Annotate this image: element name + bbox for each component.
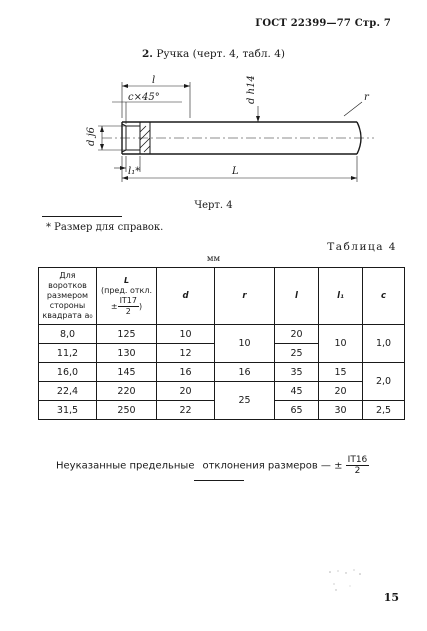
section-title: Ручка (черт. 4, табл. 4) <box>156 48 285 60</box>
table-row <box>39 363 405 382</box>
cell-L: 125 <box>97 325 157 344</box>
header-d: d <box>157 268 215 325</box>
table-row <box>39 382 405 401</box>
table-label: Таблица 4 <box>327 241 397 253</box>
svg-text:d j6: d j6 <box>86 126 97 146</box>
cell-l: 35 <box>275 363 319 382</box>
svg-text:L: L <box>232 166 239 177</box>
cell-a0: 31,5 <box>39 401 97 420</box>
cell-d: 22 <box>157 401 215 420</box>
cell-l: 45 <box>275 382 319 401</box>
cell-l1: 30 <box>319 401 363 420</box>
cell-L: 130 <box>97 344 157 363</box>
cell-l1: 20 <box>319 382 363 401</box>
cell-c: 1,0 <box>363 325 405 363</box>
cell-a0: 8,0 <box>39 325 97 344</box>
header-L: L (пред. откл. ± $\frac{IT17}{2}$ ) <box>97 268 157 325</box>
section-number: 2. <box>142 48 153 60</box>
cell-r: 10 <box>215 325 275 363</box>
header-a0: Для воротков размером стороны квадрата a₀ <box>39 268 97 325</box>
figure-caption: Черт. 4 <box>194 200 233 211</box>
table-unit: мм <box>206 254 221 264</box>
cell-l: 65 <box>275 401 319 420</box>
page-number: 15 <box>383 591 399 604</box>
cell-d: 16 <box>157 363 215 382</box>
tolerance-note: Неуказанные предельные отклонения размеров — ± $\frac{IT16}{2}$ <box>56 455 368 476</box>
svg-text:c×45°: c×45° <box>128 92 160 103</box>
cell-d: 12 <box>157 344 215 363</box>
dimensions-table <box>38 267 405 420</box>
cell-a0: 11,2 <box>39 344 97 363</box>
scan-speckle <box>326 566 366 596</box>
cell-l: 25 <box>275 344 319 363</box>
cell-c: 2,0 <box>363 363 405 401</box>
cell-l1: 10 <box>319 325 363 363</box>
cell-r: 25 <box>215 382 275 420</box>
svg-text:l: l <box>152 75 156 86</box>
cell-l: 20 <box>275 325 319 344</box>
svg-text:l₁*: l₁* <box>128 166 141 177</box>
cell-c: 2,5 <box>363 401 405 420</box>
header-l: l <box>275 268 319 325</box>
cell-d: 10 <box>157 325 215 344</box>
cell-L: 145 <box>97 363 157 382</box>
table-header-row <box>39 268 405 325</box>
page-header: ГОСТ 22399—77 Стр. 7 <box>255 18 391 29</box>
cell-d: 20 <box>157 382 215 401</box>
svg-text:d h14: d h14 <box>246 75 257 104</box>
handle-drawing <box>82 74 382 186</box>
cell-a0: 22,4 <box>39 382 97 401</box>
section-heading <box>0 48 427 60</box>
header-r: r <box>215 268 275 325</box>
end-rule <box>194 480 244 481</box>
footnote: * Размер для справок. <box>46 222 164 233</box>
svg-text:r: r <box>364 92 369 103</box>
cell-L: 250 <box>97 401 157 420</box>
cell-r: 16 <box>215 363 275 382</box>
cell-L: 220 <box>97 382 157 401</box>
cell-l1: 15 <box>319 363 363 382</box>
cell-a0: 16,0 <box>39 363 97 382</box>
table-row <box>39 325 405 344</box>
header-l1: l₁ <box>319 268 363 325</box>
header-c: c <box>363 268 405 325</box>
footnote-rule <box>42 216 122 217</box>
